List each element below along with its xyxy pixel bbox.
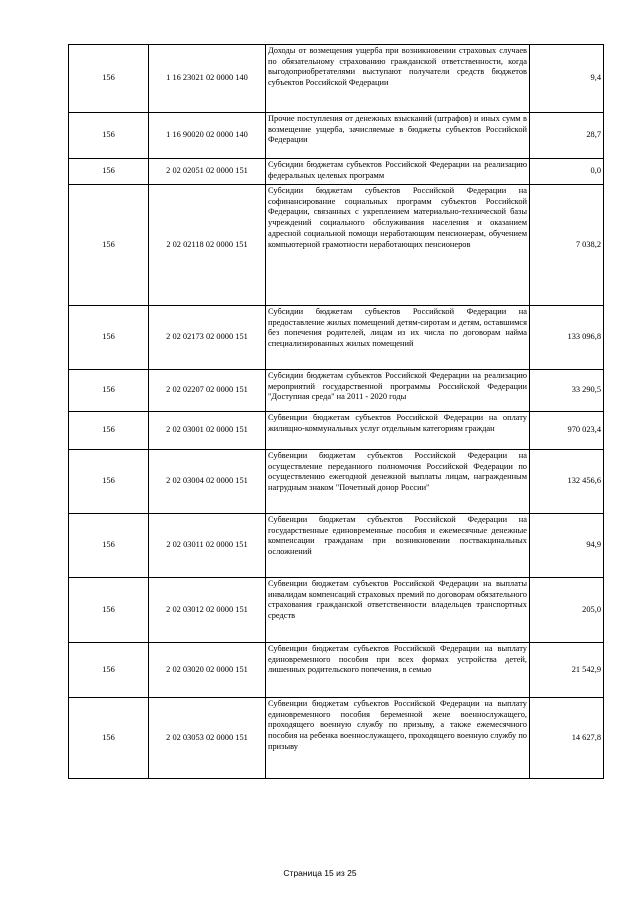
table-row — [69, 113, 604, 159]
page-number: Страница 15 из 25 — [283, 868, 357, 878]
budget-code-cell: 2 02 03004 02 0000 151 — [149, 450, 266, 514]
income-name-cell: Субвенции бюджетам субъектов Российской Федерации на государственные единовременные пособия и ежемесячные денежные компенсации гражданам при возникновении поствакцинальных осложнений — [266, 514, 530, 578]
amount-cell: 0,0 — [530, 159, 604, 185]
amount-cell: 7 038,2 — [530, 185, 604, 306]
amount-cell: 28,7 — [530, 113, 604, 159]
budget-code-cell: 2 02 03012 02 0000 151 — [149, 578, 266, 643]
admin-code-cell: 156 — [69, 306, 149, 370]
amount-cell: 14 627,8 — [530, 698, 604, 779]
amount-cell: 970 023,4 — [530, 412, 604, 450]
budget-code-cell: 2 02 03001 02 0000 151 — [149, 412, 266, 450]
income-name-cell: Субвенции бюджетам субъектов Российской Федерации на выплату единовременного пособия беременной жене военнослужащего, проходящего военную службу по призыву, а также ежемесячного пособия на ребенка военнослужащего, проходящего военную службу по призыву — [266, 698, 530, 779]
income-name-cell: Субвенции бюджетам субъектов Российской Федерации на выплату единовременного пособия при всех формах устройства детей, лишенных родительского попечения, в семью — [266, 643, 530, 698]
budget-code-cell: 2 02 03053 02 0000 151 — [149, 698, 266, 779]
income-name-cell: Субсидии бюджетам субъектов Российской Федерации на предоставление жилых помещений детям-сиротам и детям, оставшимся без попечения родителей, лицам из их числа по договорам найма специализированных жилых помещений — [266, 306, 530, 370]
income-name-cell: Субвенции бюджетам субъектов Российской Федерации на выплаты инвалидам компенсаций страховых премий по договорам обязательного страхования гражданской ответственности владельцев транспортных средств — [266, 578, 530, 643]
income-name-cell: Субвенции бюджетам субъектов Российской Федерации на осуществление переданного полномочия Российской Федерации по осуществлению ежегодной денежной выплаты лицам, награжденным нагрудным знаком "Почетный донор России" — [266, 450, 530, 514]
budget-code-cell: 1 16 90020 02 0000 140 — [149, 113, 266, 159]
admin-code-cell: 156 — [69, 113, 149, 159]
table-row — [69, 643, 604, 698]
table-row — [69, 159, 604, 185]
income-name-cell: Субсидии бюджетам субъектов Российской Федерации на реализацию федеральных целевых программ — [266, 159, 530, 185]
income-name-cell: Доходы от возмещения ущерба при возникновении страховых случаев по обязательному страхованию гражданской ответственности, когда выгодоприобретателями выступают получатели средств бюджетов субъектов Российской Федерации — [266, 45, 530, 113]
table-row — [69, 514, 604, 578]
table-row — [69, 412, 604, 450]
admin-code-cell: 156 — [69, 643, 149, 698]
amount-cell: 94,9 — [530, 514, 604, 578]
income-name-cell: Субсидии бюджетам субъектов Российской Федерации на софинансирование социальных программ субъектов Российской Федерации, связанных с укреплением материально-технической базы учреждений социального обслуживания населения и оказанием адресной социальной помощи неработающим пенсионерам, обучением компьютерной грамотности неработающих пенсионеров — [266, 185, 530, 306]
revenue-table — [68, 44, 604, 779]
budget-code-cell: 2 02 02118 02 0000 151 — [149, 185, 266, 306]
budget-code-cell: 2 02 02051 02 0000 151 — [149, 159, 266, 185]
table-row — [69, 306, 604, 370]
admin-code-cell: 156 — [69, 159, 149, 185]
admin-code-cell: 156 — [69, 185, 149, 306]
table-row — [69, 370, 604, 412]
amount-cell: 133 096,8 — [530, 306, 604, 370]
budget-code-cell: 2 02 03011 02 0000 151 — [149, 514, 266, 578]
table-row — [69, 450, 604, 514]
income-name-cell: Прочие поступления от денежных взысканий (штрафов) и иных сумм в возмещение ущерба, зачисляемые в бюджеты субъектов Российской Федерации — [266, 113, 530, 159]
amount-cell: 205,0 — [530, 578, 604, 643]
table-row — [69, 578, 604, 643]
amount-cell: 132 456,6 — [530, 450, 604, 514]
table-row — [69, 45, 604, 113]
admin-code-cell: 156 — [69, 450, 149, 514]
amount-cell: 33 290,5 — [530, 370, 604, 412]
income-name-cell: Субвенции бюджетам субъектов Российской Федерации на оплату жилищно-коммунальных услуг отдельным категориям граждан — [266, 412, 530, 450]
amount-cell: 21 542,9 — [530, 643, 604, 698]
table-row — [69, 185, 604, 306]
budget-code-cell: 1 16 23021 02 0000 140 — [149, 45, 266, 113]
budget-code-cell: 2 02 02173 02 0000 151 — [149, 306, 266, 370]
budget-code-cell: 2 02 02207 02 0000 151 — [149, 370, 266, 412]
admin-code-cell: 156 — [69, 578, 149, 643]
income-name-cell: Субсидии бюджетам субъектов Российской Федерации на реализацию мероприятий государственной программы Российской Федерации "Доступная среда" на 2011 - 2020 годы — [266, 370, 530, 412]
table-row — [69, 698, 604, 779]
budget-code-cell: 2 02 03020 02 0000 151 — [149, 643, 266, 698]
admin-code-cell: 156 — [69, 698, 149, 779]
amount-cell: 9,4 — [530, 45, 604, 113]
admin-code-cell: 156 — [69, 45, 149, 113]
admin-code-cell: 156 — [69, 412, 149, 450]
admin-code-cell: 156 — [69, 370, 149, 412]
admin-code-cell: 156 — [69, 514, 149, 578]
